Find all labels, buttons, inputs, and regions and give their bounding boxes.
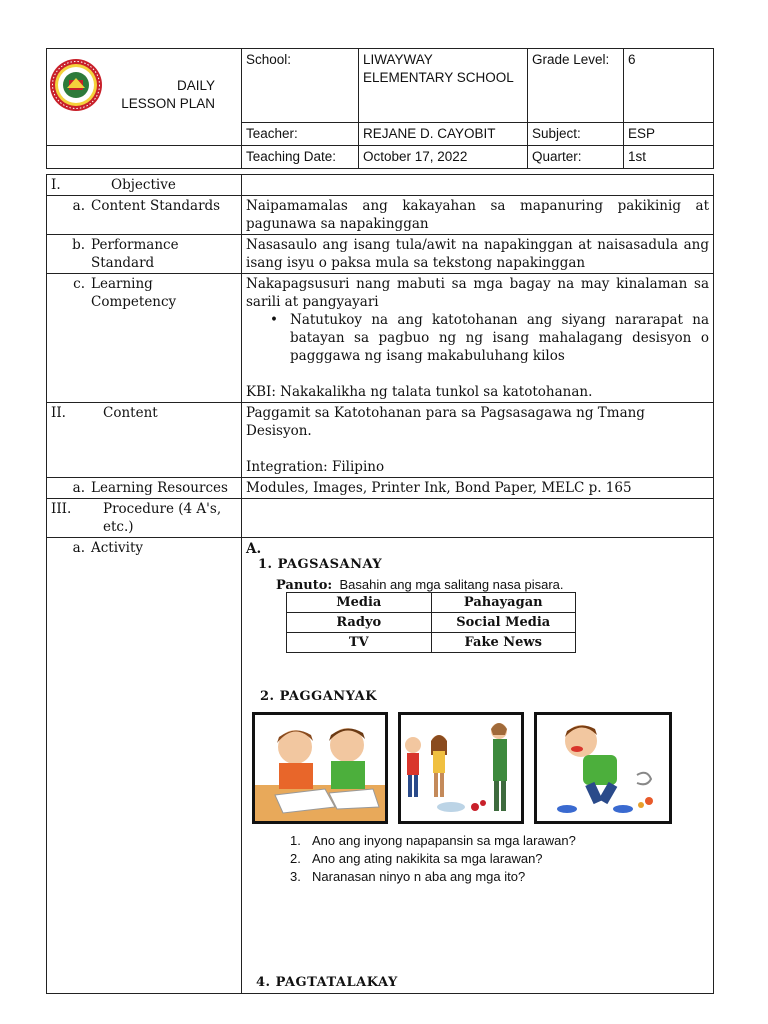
- table-row: I. Objective: [47, 175, 714, 196]
- content-standards-text: Naipamamalas ang kakayahan sa mapanuring pakikinig at pagunawa sa napakinggan: [242, 196, 714, 235]
- content-label: Content: [103, 405, 158, 421]
- table-row: a. Content Standards Naipamamalas ang kakayahan sa mapanuring pakikinig at pagunawa sa napakinggan: [47, 196, 714, 235]
- table-row: II. Content Paggamit sa Katotohanan para sa Pagsasagawa ng Tmang Desisyon. Integration: Filipino: [47, 403, 714, 478]
- learning-resources-label: Learning Resources: [91, 480, 228, 496]
- pagganyak-questions: [290, 832, 576, 886]
- table-row: III. Procedure (4 A's, etc.): [47, 499, 714, 538]
- competency-bullet: Natutukoy na ang katotohanan ang siyang nararapat na batayan sa pagbuo ng ng isang mahalagang desisyon o pagggawa ng isang makabuluhang kilos: [290, 312, 709, 364]
- list-item: 3. Naranasan ninyo n aba ang mga ito?: [290, 869, 526, 884]
- activity-letter: A.: [246, 541, 262, 557]
- table-row: a. Learning Resources Modules, Images, Printer Ink, Bond Paper, MELC p. 165: [47, 478, 714, 499]
- date-label: Teaching Date:: [242, 146, 359, 169]
- grade-label: Grade Level:: [528, 49, 624, 123]
- logo-cell: [47, 49, 242, 146]
- list-item: 1. Ano ang inyong napapansin sa mga larawan?: [290, 833, 576, 848]
- accident-scene-picture: [398, 712, 524, 824]
- activity-label: Activity: [91, 540, 144, 556]
- quarter-value: 1st: [624, 146, 714, 169]
- table-row: Radyo Social Media: [287, 613, 576, 633]
- words-table: [286, 592, 576, 653]
- content-text: Paggamit sa Katotohanan para sa Pagsasagawa ng Tmang Desisyon.: [246, 405, 645, 439]
- table-row: a. Activity A. 1. PAGSASANAY Panuto: Basahin ang mga salitang nasa pisara. Media Pahayagan Radyo Social Media TV Fake News 2. PAGGANYAK 1. Ano ang inyong napapansin sa mga larawan? 2. Ano ang ating nakikita sa mga larawan? 3. Naranasan ninyo n aba ang mga ito? 4. PAGTATALAKAY: [47, 538, 714, 994]
- subject-label: Subject:: [528, 123, 624, 146]
- quarter-label: Quarter:: [528, 146, 624, 169]
- document-title: DAILY LESSON PLAN: [121, 78, 215, 111]
- list-item: 2. Ano ang ating nakikita sa mga larawan?: [290, 851, 543, 866]
- procedure-label: Procedure (4 A's, etc.): [103, 501, 222, 535]
- school-label: School:: [242, 49, 359, 123]
- objective-label: Objective: [111, 177, 176, 193]
- learning-resources-text: Modules, Images, Printer Ink, Bond Paper, MELC p. 165: [242, 478, 714, 499]
- school-value: LIWAYWAY ELEMENTARY SCHOOL: [359, 49, 528, 123]
- table-row: b. Performance Standard Nasasaulo ang isang tula/awit na napakinggan at naisasadula ang isang isyu o paksa mula sa tekstong napakinggan: [47, 235, 714, 274]
- section-pagsasanay: 1. PAGSASANAY: [258, 557, 383, 572]
- learning-competency-label: Learning Competency: [91, 276, 177, 310]
- learning-competency-text: Nakapagsusuri nang mabuti sa mga bagay na may kinalaman sa sarili at pangyayari: [246, 276, 709, 310]
- table-row: TV Fake News: [287, 633, 576, 653]
- grade-value: 6: [624, 49, 714, 123]
- table-row: c. Learning Competency Nakapagsusuri nang mabuti sa mga bagay na may kinalaman sa sarili at pangyayari • Natutukoy na ang katotohanan ang siyang nararapat na batayan sa pagbuo ng ng isang mahalagang desisyon o pagggawa ng isang makabuluhang kilos KBI: Nakakalikha ng talata tunkol sa katotohanan.: [47, 274, 714, 403]
- integration-text: Integration: Filipino: [246, 459, 385, 475]
- bullet-icon: •: [270, 312, 278, 328]
- lesson-plan-table: [46, 174, 714, 994]
- activity-content: [242, 538, 714, 994]
- section-pagtatalakay: 4. PAGTATALAKAY: [256, 975, 398, 990]
- school-seal-icon: [49, 58, 103, 112]
- performance-standard-text: Nasasaulo ang isang tula/awit na napakinggan at naisasadula ang isang isyu o paksa mula sa tekstong napakinggan: [242, 235, 714, 274]
- header-table: [46, 48, 714, 169]
- date-value: October 17, 2022: [359, 146, 528, 169]
- students-writing-picture: [252, 712, 388, 824]
- performance-standard-label: Performance Standard: [91, 237, 179, 271]
- kbi-text: KBI: Nakakalikha ng talata tunkol sa katotohanan.: [246, 384, 593, 400]
- running-boy-picture: [534, 712, 672, 824]
- panuto: Panuto: Basahin ang mga salitang nasa pisara.: [276, 577, 564, 593]
- subject-value: ESP: [624, 123, 714, 146]
- table-row: Media Pahayagan: [287, 593, 576, 613]
- blank-cell: [47, 146, 242, 169]
- section-pagganyak: 2. PAGGANYAK: [260, 689, 378, 704]
- teacher-value: REJANE D. CAYOBIT: [359, 123, 528, 146]
- teacher-label: Teacher:: [242, 123, 359, 146]
- content-standards-label: Content Standards: [91, 198, 221, 214]
